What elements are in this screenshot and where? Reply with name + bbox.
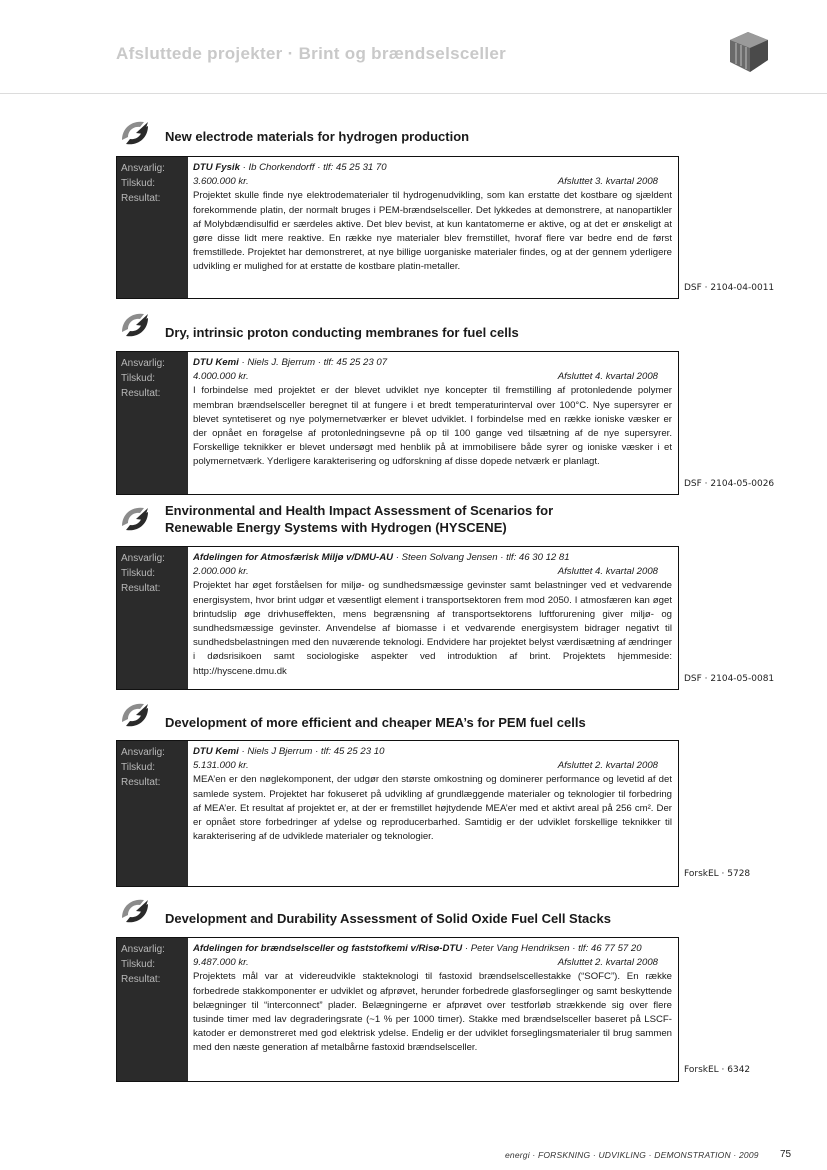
content-column [193,157,678,278]
project-code: ForskEL · 6342 [684,1065,751,1075]
content-column [193,741,678,847]
grant-line [193,565,672,579]
result-label: Resultat: [121,388,161,399]
project-title: Dry, intrinsic proton conducting membranes for fuel cells [165,325,519,340]
grant-line [193,175,672,189]
grant-line [193,370,672,384]
project-title: Development and Durability Assessment of Solid Oxide Fuel Cell Stacks [165,911,611,926]
contact: · Peter Vang Hendriksen · tlf: 46 77 57 20 [462,943,642,954]
project-info-box [116,156,679,299]
fuel-cell-stack-icon [724,26,774,76]
grant-amount: 9.487.000 kr. [193,957,249,969]
responsible-label: Ansvarlig: [121,553,165,564]
page-number: 75 [780,1149,792,1160]
contact: · Niels J Bjerrum · tlf: 45 25 23 10 [238,746,385,757]
grant-amount: 4.000.000 kr. [193,371,249,383]
swirl-logo-icon [118,118,152,148]
grant-line [193,956,672,970]
swirl-logo-icon [118,700,152,730]
responsible-label: Ansvarlig: [121,944,165,955]
responsible-line [193,161,672,175]
grant-label: Tilskud: [121,568,156,579]
department: DTU Kemi [193,746,239,757]
completion-date: Afsluttet 3. kvartal 2008 [557,176,658,188]
grant-amount: 2.000.000 kr. [193,566,249,578]
project-title: New electrode materials for hydrogen production [165,129,470,144]
project-code: DSF · 2104-05-0081 [684,674,775,684]
department: Afdelingen for Atmosfærisk Miljø v/DMU-AU [193,552,394,563]
contact: · Ib Chorkendorff · tlf: 45 25 31 70 [239,162,387,173]
grant-label: Tilskud: [121,178,156,189]
completion-date: Afsluttet 4. kvartal 2008 [557,566,658,578]
completion-date: Afsluttet 2. kvartal 2008 [557,957,658,969]
department: DTU Kemi [193,357,239,368]
footer-text: energi · FORSKNING · UDVIKLING · DEMONSTRATION · 2009 [505,1150,759,1160]
contact: · Steen Solvang Jensen · tlf: 46 30 12 81 [393,552,570,563]
responsible-line [193,942,672,956]
project-description: Projektet har øget forståelsen for miljø- og sundhedsmæssige gevinster samt belastninger ved et vedvarende energisystem, hvor brint udgør et væsentligt element i transportsektoren frem mod 2050. I atmosfæren kan øget brintudslip øge drivhuseffekten, mens begrænsning af transportsektorens luftforurening giver miljø- og sundhedsmæssige gevinster. Anvendelse af biomasse i et vedvarende energisystem bidrager negativt til sundhedsbelastningen med den nuværende teknologi. Endvidere har projektet belyst værdisætning af ændringer i dødsrisikoen samt sociologiske aspekter ved introduktion af brint. Projektets hjemmeside: http://hyscene.dmu.dk [193,580,672,677]
project-code: DSF · 2104-04-0011 [684,283,775,293]
completion-date: Afsluttet 4. kvartal 2008 [557,371,658,383]
result-label: Resultat: [121,777,161,788]
content-column [193,352,678,473]
project-description: MEA’en er den nøglekomponent, der udgør den største omkostning og dominerer performance og levetid af det samlede system. Projektet har fokuseret på udvikling af grundlæggende materialer og teknologier til forbedring af MEA’er. Et resultat af projektet er, at der er fremstillet højtydende MEA’er med et aktivt areal på 256 cm². Der er opnået store forbedringer af ydelse og reproducerbarhed. Samtidig er der udviklet forskellige teknikker til karakterisering af de udviklede materialer og teknologier. [193,774,672,843]
project-info-box [116,740,679,887]
department: DTU Fysik [193,162,240,173]
responsible-label: Ansvarlig: [121,358,165,369]
responsible-line [193,745,672,759]
grant-label: Tilskud: [121,959,156,970]
grant-amount: 3.600.000 kr. [193,176,249,188]
result-label: Resultat: [121,583,161,594]
page-header [0,0,827,100]
grant-label: Tilskud: [121,373,156,384]
completion-date: Afsluttet 2. kvartal 2008 [557,760,658,772]
responsible-label: Ansvarlig: [121,747,165,758]
swirl-logo-icon [118,896,152,926]
responsible-line [193,356,672,370]
content-column [193,938,678,1059]
label-column [117,938,188,1081]
result-label: Resultat: [121,974,161,985]
section-title: Afsluttede projekter · Brint og brændselsceller [116,44,507,63]
department: Afdelingen for brændselsceller og faststofkemi v/Risø-DTU [193,943,463,954]
project-description: Projektets mål var at videreudvikle stakteknologi til fastoxid brændselscellestakke (“SOFC”). En række forbedrede stakkomponenter er udviklet og afprøvet, herunder forbedrede glasforseglinger og samt beskyttende belægninger til “interconnect” plader. Belægningerne er afprøvet over testforløb strækkende sig over flere tusinde timer med lav degraderingsrate (~1 % per 1000 timer). Stakke med brændselsceller baseret på LSCF-katoder er demonstreret med god elektrisk ydelse. Endelig er der udviklet forseglingsmaterialer til brug sammen med den næste generation af metalbårne fastoxid brændselsceller. [193,971,672,1054]
project-code: ForskEL · 5728 [684,869,751,879]
project-info-box [116,351,679,495]
content-column [193,547,678,682]
grant-label: Tilskud: [121,762,156,773]
project-info-box [116,937,679,1082]
header-divider [0,93,827,94]
label-column [117,157,188,298]
project-info-box [116,546,679,690]
project-description: I forbindelse med projektet er der blevet udviklet nye koncepter til fremstilling af protonledende polymer membran brændselsceller beregnet til at fungere i et bredt temperaturinterval over 100°C. Nye supersyrer er blevet syntetiseret og nye polymernetværker er blevet udviklet. I forbindelse med en række ioniske væsker er der opnået en forøgelse af protonledningsevne på op til 100 gange ved tilsætning af de nye supersyrer. Forskellige teknikker er blevet undersøgt med henblik på at immobilisere både syrer og ioniske væsker i et polymernetværk. Yderligere karakterisering og udforskning af disse dopede netværk er planlagt. [193,385,672,468]
grant-amount: 5.131.000 kr. [193,760,249,772]
contact: · Niels J. Bjerrum · tlf: 45 25 23 07 [238,357,388,368]
label-column [117,547,188,689]
responsible-label: Ansvarlig: [121,163,165,174]
project-description: Projektet skulle finde nye elektrodematerialer til hydrogenudvikling, som kan erstatte det kostbare og sjældent forekommende platin, der normalt bruges i PEM-brændselsceller. Det lykkedes at demonstrere, at nanopartikler af Molybdændisulfid er særdeles aktive. Det blev bevist, at kun kantatomerne er aktive, og at det er ønskeligt at gøre disse lidt mere reaktive. En række nye materialer blev fremstillet, hvoraf flere var bedre end de først fremstillede. Projektet har demonstreret, at nye billige uorganiske materialer findes, og at der gennem yderligere udvikling er mulighed for at erstatte de kostbare platin-metaller. [193,190,672,273]
grant-line [193,759,672,773]
project-code: DSF · 2104-05-0026 [684,479,775,489]
project-title: Environmental and Health Impact Assessment of Scenarios for Renewable Energy Systems with Hydrogen (HYSCENE) [165,503,554,535]
result-label: Resultat: [121,193,161,204]
label-column [117,352,188,494]
responsible-line [193,551,672,565]
swirl-logo-icon [118,310,152,340]
label-column [117,741,188,886]
project-title: Development of more efficient and cheaper MEA’s for PEM fuel cells [165,715,586,730]
swirl-logo-icon [118,504,152,534]
